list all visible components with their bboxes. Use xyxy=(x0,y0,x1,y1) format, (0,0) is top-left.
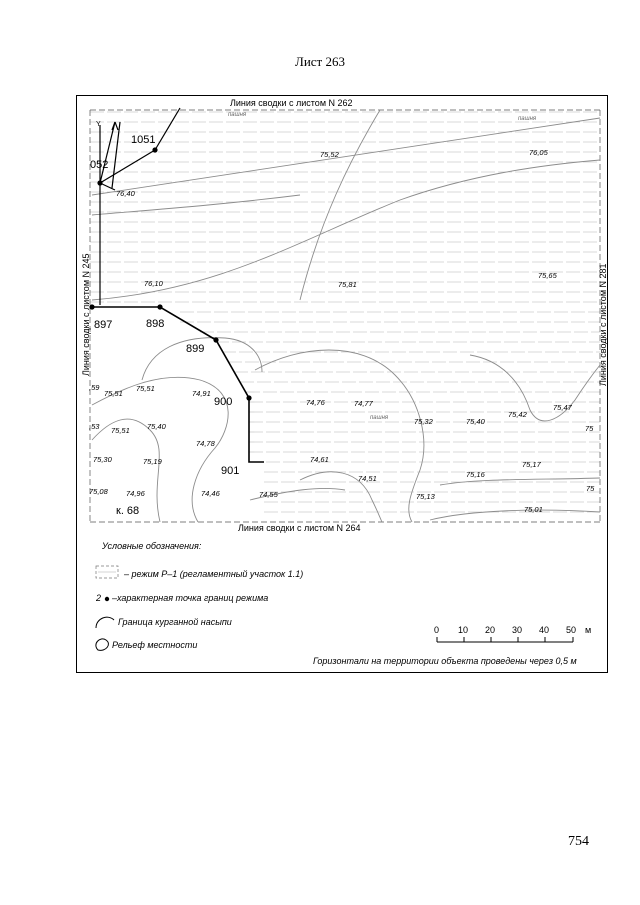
spot-elevation: 75,51 xyxy=(111,426,130,435)
point-label: 899 xyxy=(186,343,205,355)
spot-elevation: 76,40 xyxy=(116,189,135,198)
axis-letter: Y xyxy=(96,121,101,128)
legend-item: –характерная точка границ режима xyxy=(112,593,269,603)
spot-elevation: 76,10 xyxy=(144,279,163,288)
spot-elevation: 74,46 xyxy=(201,489,220,498)
edge-label-right: Линия сводки с листом N 281 xyxy=(598,263,608,386)
spot-elevation: 75,42 xyxy=(508,410,527,419)
spot-elevation: 75,32 xyxy=(414,417,433,426)
point-label: 901 xyxy=(221,465,240,477)
edge-label-left: Линия сводки с листом N 245 xyxy=(81,253,91,376)
legend-item: – режим Р–1 (регламентный участок 1.1) xyxy=(124,569,304,579)
point-label: к. 68 xyxy=(116,505,140,517)
edge-label-bottom: Линия сводки с листом N 264 xyxy=(238,523,361,533)
spot-elevation: 75,16 xyxy=(466,470,485,479)
boundary-points xyxy=(89,147,251,400)
legend-item: Граница курганной насыпи xyxy=(118,617,232,627)
spot-elevation: 75,17 xyxy=(522,460,541,469)
legend-item-number: 2 xyxy=(96,593,102,603)
spot-elevation: 74,77 xyxy=(354,399,373,408)
spot-elevation: 75,65 xyxy=(538,271,557,280)
regime-hatch xyxy=(90,112,600,512)
hatch-note: пашня xyxy=(518,116,537,122)
spot-elevation: 75,08 xyxy=(89,487,108,496)
spot-elevation: 75,81 xyxy=(338,280,357,289)
spot-elevation: 75,40 xyxy=(147,422,166,431)
hatch-note: пашня xyxy=(370,415,389,421)
legend-title: Условные обозначения: xyxy=(102,541,202,551)
legend-item: Рельеф местности xyxy=(112,640,198,650)
spot-elevation: 75,51 xyxy=(104,389,123,398)
spot-elevation: 75,01 xyxy=(524,505,543,514)
spot-elevation: 75,19 xyxy=(143,457,162,466)
point-label: 897 xyxy=(94,319,113,331)
spot-elevation: 74,78 xyxy=(196,439,215,448)
legend-symbol-relief xyxy=(96,639,109,650)
spot-elevation: 74,61 xyxy=(310,455,329,464)
scale-bar xyxy=(437,637,573,642)
spot-elevation: 75,13 xyxy=(416,492,435,501)
spot-elevation: 75,30 xyxy=(93,455,112,464)
contour-footnote: Горизонтали на территории объекта проведены через 0,5 м xyxy=(313,656,577,666)
spot-elevation: ,53 xyxy=(89,422,100,431)
spot-elevation: 74,55 xyxy=(259,490,278,499)
point-label: 900 xyxy=(214,396,233,408)
regime-boundary xyxy=(92,307,264,462)
scale-tick: 40 xyxy=(539,625,550,635)
edge-label-top: Линия сводки с листом N 262 xyxy=(230,98,353,108)
spot-elevation: 74,96 xyxy=(126,489,145,498)
spot-elevation: 75 xyxy=(586,484,595,493)
scale-tick: 20 xyxy=(485,625,496,635)
scale-tick: 50 xyxy=(566,625,577,635)
scale-tick: 0 xyxy=(434,625,440,635)
scale-tick: 10 xyxy=(458,625,469,635)
scale-unit: м xyxy=(585,625,592,635)
point-label: 898 xyxy=(146,318,165,330)
spot-elevation: 75,47 xyxy=(553,403,572,412)
sheet-title: Лист 263 xyxy=(295,54,345,69)
legend-symbol-point xyxy=(105,597,109,601)
legend-symbol-hatch xyxy=(96,566,118,578)
spot-elevation: 74,76 xyxy=(306,398,325,407)
spot-elevation: 74,51 xyxy=(358,474,377,483)
spot-elevation: 76,05 xyxy=(529,148,548,157)
spot-elevation: 74,91 xyxy=(192,389,211,398)
spot-elevation: 75 xyxy=(585,424,594,433)
spot-elevation: 75,52 xyxy=(320,150,339,159)
spot-elevation: 75,51 xyxy=(136,384,155,393)
legend-symbol-mound xyxy=(96,617,114,628)
point-label: 1051 xyxy=(131,134,156,146)
scale-tick: 30 xyxy=(512,625,523,635)
point-label: 052 xyxy=(90,159,109,171)
spot-elevation: 75,40 xyxy=(466,417,485,426)
spot-elevation: ,59 xyxy=(89,383,100,392)
hatch-note: пашня xyxy=(228,112,247,118)
page-number: 754 xyxy=(568,834,589,849)
